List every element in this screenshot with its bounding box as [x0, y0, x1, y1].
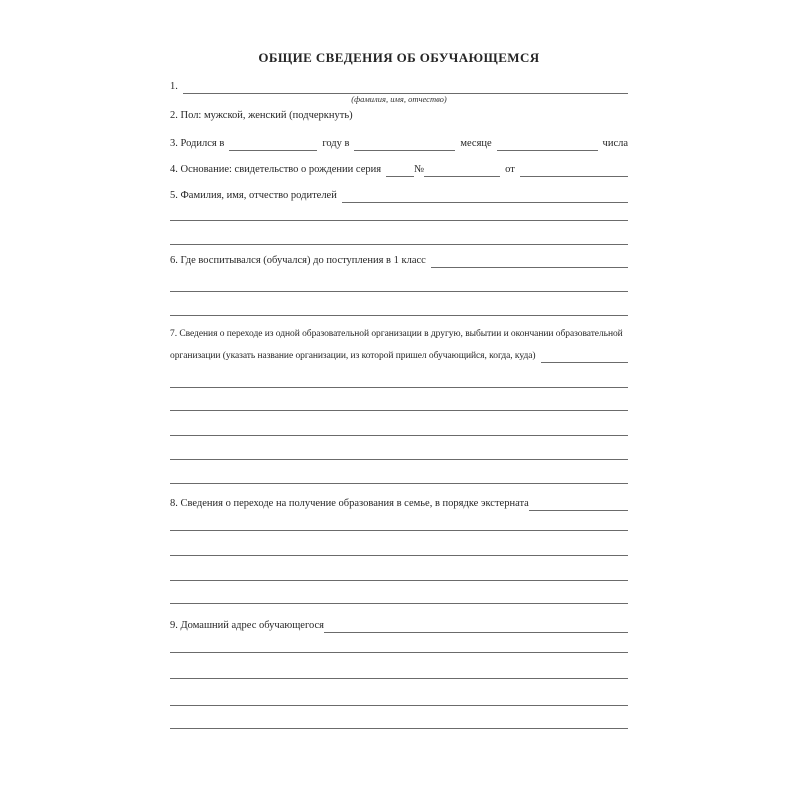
ruled-line [170, 678, 628, 679]
form-content [170, 0, 628, 729]
ruled-line [170, 603, 628, 604]
birth-label-1: 3. Родился в [170, 138, 225, 149]
ruled-line [170, 315, 628, 316]
certificate-date-label: от [505, 164, 515, 175]
field-family-education [170, 497, 628, 511]
certificate-label: 4. Основание: свидетельство о рождении серия [170, 164, 382, 175]
ruled-line [170, 220, 628, 221]
birth-day-blank-line [497, 137, 598, 151]
field-full-name [170, 80, 628, 94]
home-address-label: 9. Домашний адрес обучающегося [170, 620, 324, 631]
before-first-grade-blank-line [431, 254, 628, 268]
ruled-line [170, 291, 628, 292]
certificate-series-blank-line [386, 163, 414, 177]
birth-label-3: месяце [460, 138, 492, 149]
transfer-info-line-1: 7. Сведения о переходе из одной образовательной организации в другую, выбытии и окончании образовательной [170, 329, 623, 339]
ruled-line [170, 387, 628, 388]
field-before-first-grade [170, 254, 628, 268]
ruled-line [170, 244, 628, 245]
field-sex [170, 109, 628, 123]
ruled-line [170, 530, 628, 531]
certificate-number-blank-line [424, 163, 500, 177]
sex-label: 2. Пол: мужской, женский (подчеркнуть) [170, 110, 353, 121]
family-education-label: 8. Сведения о переходе на получение образования в семье, в порядке экстерната [170, 498, 529, 509]
field-parents [170, 189, 628, 203]
ruled-line [170, 728, 628, 729]
field-home-address [170, 619, 628, 633]
full-name-caption: (фамилия, имя, отчество) [351, 94, 447, 104]
birth-month-blank-line [354, 137, 455, 151]
ruled-line [170, 459, 628, 460]
birth-label-2: году в [322, 138, 350, 149]
ruled-line [170, 705, 628, 706]
home-address-blank-line [324, 619, 628, 633]
family-education-blank-line [529, 497, 628, 511]
transfer-info-line-2 [170, 349, 628, 363]
item-1-number: 1. [170, 81, 178, 92]
ruled-line [170, 435, 628, 436]
certificate-date-blank-line [520, 163, 628, 177]
ruled-line [170, 555, 628, 556]
transfer-info-label: организации (указать название организации, из которой пришел обучающийся, когда, куда) [170, 351, 536, 361]
transfer-info-blank-line [541, 349, 628, 363]
certificate-number-sign: № [414, 164, 425, 175]
field-birth [170, 137, 628, 151]
birth-year-blank-line [229, 137, 317, 151]
full-name-blank-line [183, 80, 628, 94]
ruled-line [170, 483, 628, 484]
before-first-grade-label: 6. Где воспитывался (обучался) до поступления в 1 класс [170, 255, 426, 266]
ruled-line [170, 652, 628, 653]
parents-blank-line [342, 189, 628, 203]
form-title: ОБЩИЕ СВЕДЕНИЯ ОБ ОБУЧАЮЩЕМСЯ [258, 50, 540, 65]
ruled-line [170, 410, 628, 411]
field-certificate [170, 163, 628, 177]
parents-label: 5. Фамилия, имя, отчество родителей [170, 190, 337, 201]
birth-label-4: числа [602, 138, 629, 149]
ruled-line [170, 580, 628, 581]
